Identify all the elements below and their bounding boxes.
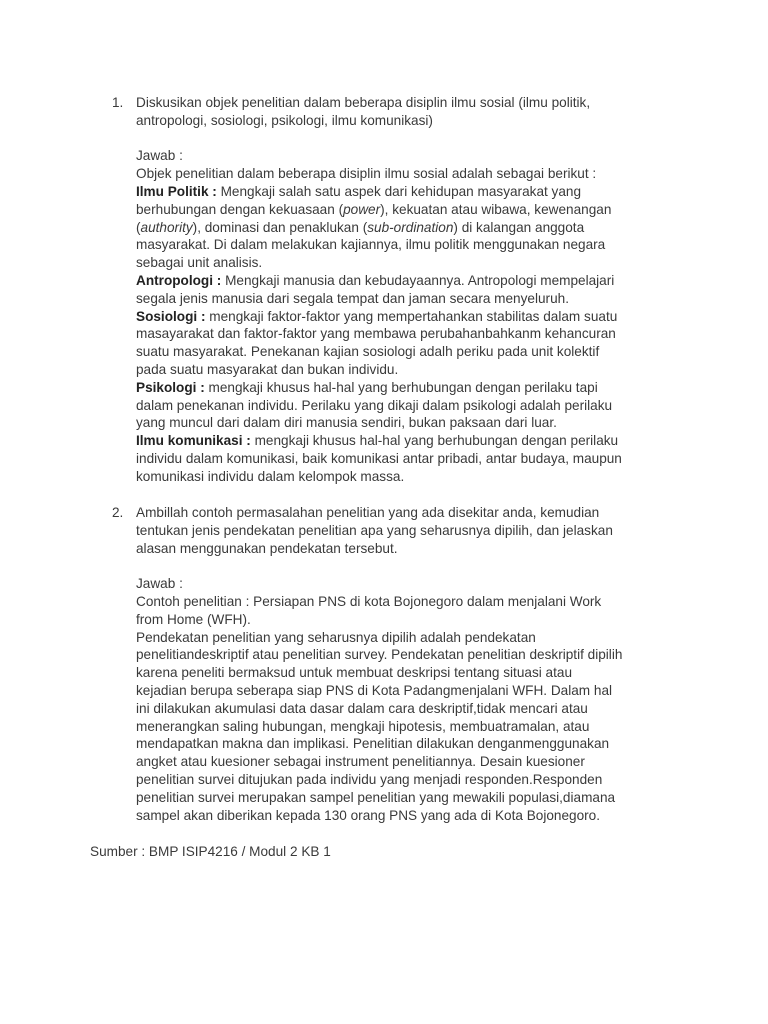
komunikasi-line-3: komunikasi individu dalam kelompok massa. [136,468,405,484]
politik-line-3: (authority), dominasi dan penaklukan (sub-ordination) di kalangan anggota [136,219,585,235]
question-2 [0,504,768,824]
question-text-line: Diskusikan objek penelitian dalam beberapa disiplin ilmu sosial (ilmu politik, [136,95,591,110]
answer-line: mendapatkan makna dan implikasi. Penelitian dilakukan denganmenggunakan [136,736,610,752]
sosiologi-line-3: suatu masyarakat. Penekanan kajian sosiologi adalh periku pada unit kolektif [136,344,600,360]
italic-term-power: power [343,201,381,217]
answer-line: sampel akan diberikan kepada 130 orang PNS yang ada di Kota Bojonegoro. [136,807,601,823]
politik-line-5: sebagai unit analisis. [136,255,263,271]
answer-line: penelitiandeskriptif atau penelitian survey. Pendekatan penelitian deskriptif dipilih [136,647,623,663]
term-ilmu-komunikasi: Ilmu komunikasi : [136,433,251,449]
question-1 [0,94,768,486]
psikologi-line-1: Psikologi : mengkaji khusus hal-hal yang berhubungan dengan perilaku tapi [136,379,598,395]
italic-term-sub-ordination: sub-ordination [367,219,454,235]
politik-line-1: Ilmu Politik : Mengkaji salah satu aspek dari kehidupan masyarakat yang [136,183,582,199]
answer-line: penelitian survei ditujukan pada individu yang menjadi responden.Responden [136,771,603,787]
komunikasi-line-2: individu dalam komunikasi, baik komunikasi antar pribadi, antar budaya, maupun [136,450,622,466]
answer-line: menerangkan saling hubungan, mengkaji hipotesis, membuatramalan, atau [136,718,590,734]
politik-line-4: masyarakat. Di dalam melakukan kajiannya, ilmu politik menggunakan negara [136,237,606,253]
answer-line: from Home (WFH). [136,611,251,627]
answer-intro: Objek penelitian dalam beberapa disiplin ilmu sosial adalah sebagai berikut : [136,166,597,182]
komunikasi-line-1: Ilmu komunikasi : mengkaji khusus hal-hal yang berhubungan dengan perilaku [136,433,619,449]
question-text-line: antropologi, sosiologi, psikologi, ilmu komunikasi) [136,112,433,128]
term-sosiologi: Sosiologi : [136,308,206,324]
term-ilmu-politik: Ilmu Politik : [136,183,217,199]
antropologi-line-1: Antropologi : Mengkaji manusia dan kebudayaannya. Antropologi mempelajari [136,272,615,288]
list-number: 2. [112,505,124,520]
psikologi-line-3: yang muncul dari dalam diri manusia sendiri, bukan paksaan dari luar. [136,415,557,431]
term-psikologi: Psikologi : [136,379,205,395]
answer-line: Pendekatan penelitian yang seharusnya dipilih adalah pendekatan [136,629,536,645]
answer-line: Contoh penelitian : Persiapan PNS di kota Bojonegoro dalam menjalani Work [136,593,602,609]
question-text-line: Ambillah contoh permasalahan penelitian yang ada disekitar anda, kemudian [136,505,600,520]
italic-term-authority: authority [140,219,193,235]
politik-line-2: berhubungan dengan kekuasaan (power), kekuatan atau wibawa, kewenangan [136,201,612,217]
question-text-line: alasan menggunakan pendekatan tersebut. [136,540,398,556]
term-antropologi: Antropologi : [136,272,222,288]
list-number: 1. [112,95,124,110]
answer-label: Jawab : [136,576,183,592]
sosiologi-line-2: masayarakat dan faktor-faktor yang membawa perubahanbahkanm kehancuran [136,326,616,342]
question-text-line: tentukan jenis pendekatan penelitian apa yang seharusnya dipilih, dan jelaskan [136,522,613,538]
answer-line: ini dilakukan akumulasi data dasar dalam cara deskriptif,tidak mencari atau [136,700,588,716]
answer-line: karena peneliti bermaksud untuk membuat deskripsi tentang situasi atau [136,665,573,681]
answer-line: penelitian survei merupakan sampel penelitian yang mewakili populasi,diamana [136,789,616,805]
sosiologi-line-4: pada suatu masyarakat dan bukan individu. [136,361,399,377]
antropologi-line-2: segala jenis manusia dari segala tempat dan jaman secara menyeluruh. [136,290,569,306]
answer-label: Jawab : [136,148,183,164]
answer-line: kejadian berupa seberapa siap PNS di Kota Padangmenjalani WFH. Dalam hal [136,682,613,698]
sosiologi-line-1: Sosiologi : mengkaji faktor-faktor yang mempertahankan stabilitas dalam suatu [136,308,618,324]
source-citation: Sumber : BMP ISIP4216 / Modul 2 KB 1 [90,844,331,859]
answer-line: angket atau kuesioner sebagai instrument penelitiannya. Desain kuesioner [136,754,585,770]
psikologi-line-2: dalam penekanan individu. Perilaku yang dikaji dalam psikologi adalah perilaku [136,397,613,413]
